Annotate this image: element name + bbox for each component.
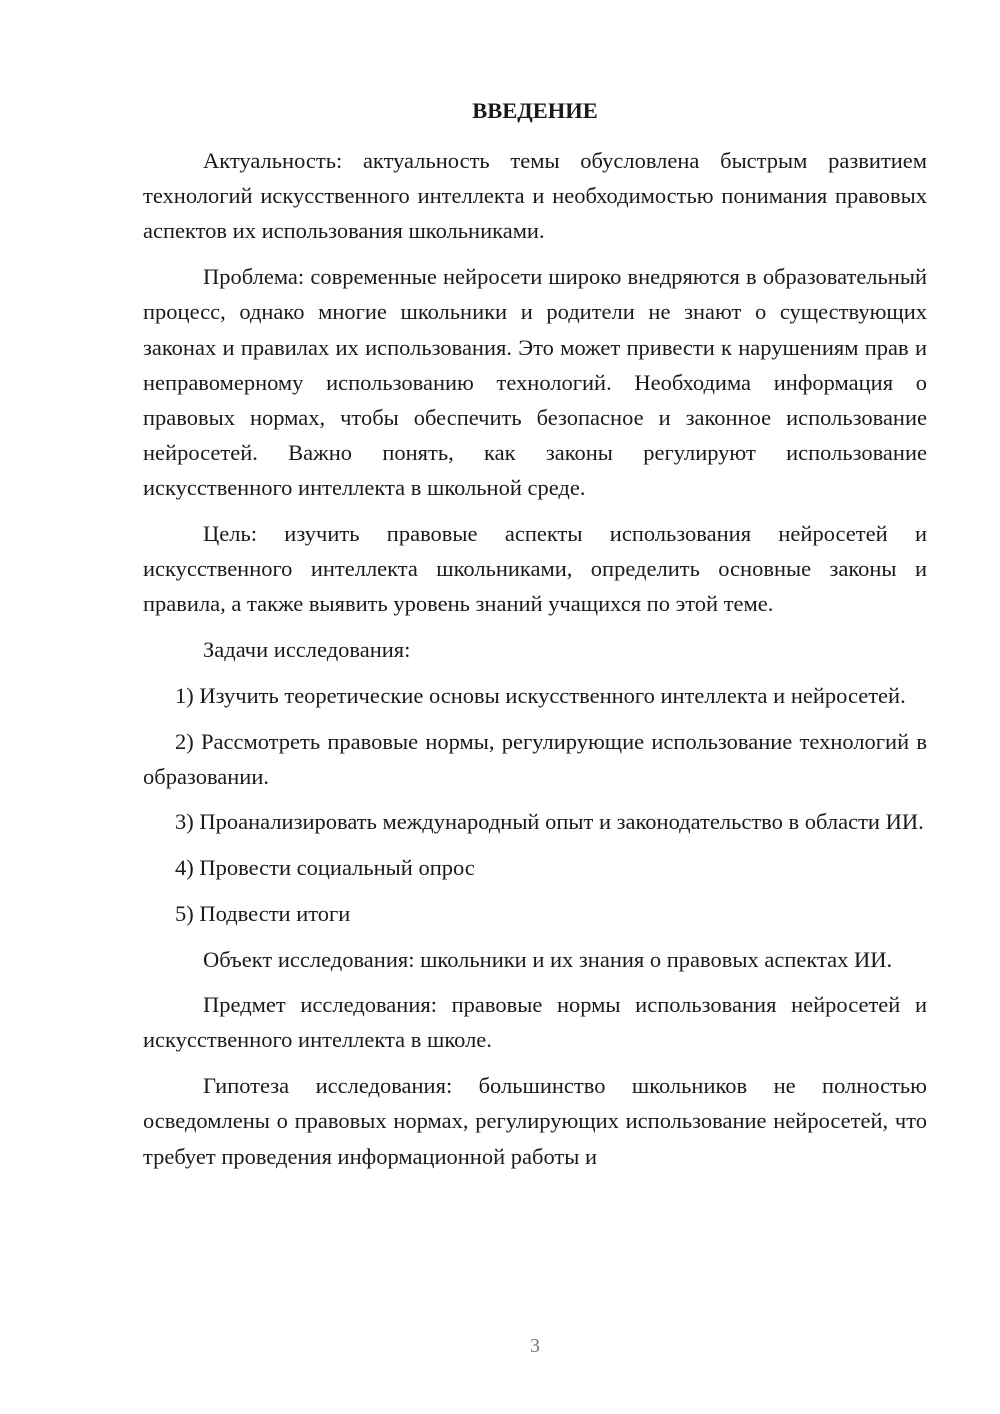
paragraph-problem: Проблема: современные нейросети широко внедряются в образовательный процесс, однако многие школьники и родители не знают о существующих законах и правилах их использования. Это может привести к нарушениям прав и неправомерному использованию технологий. Необходима информация о правовых нормах, чтобы обеспечить безопасное и законное использование нейросетей. Важно понять, как законы регулируют использование искусственного интеллекта в школьной среде. (143, 264, 927, 501)
task-item-3: 3) Проанализировать международный опыт и законодательство в области ИИ. (175, 809, 924, 835)
page-number: 3 (530, 1335, 540, 1357)
section-title: ВВЕДЕНИЕ (472, 98, 598, 123)
document-page (143, 0, 927, 1414)
task-item-1: 1) Изучить теоретические основы искусственного интеллекта и нейросетей. (175, 682, 906, 708)
document-body (143, 143, 927, 1174)
paragraph-hypothesis: Гипотеза исследования: большинство школьников не полностью осведомлены о правовых нормах, регулирующих использование нейросетей, что требует проведения информационной работы и (143, 1073, 927, 1169)
task-item-5: 5) Подвести итоги (175, 900, 351, 926)
task-item-2: 2) Рассмотреть правовые нормы, регулирующие использование технологий в образовании. (143, 728, 927, 789)
paragraph-tasks-heading: Задачи исследования: (203, 637, 411, 663)
paragraph-goal: Цель: изучить правовые аспекты использования нейросетей и искусственного интеллекта школьниками, определить основные законы и правила, а также выявить уровень знаний учащихся по этой теме. (143, 521, 927, 617)
paragraph-object: Объект исследования: школьники и их знания о правовых аспектах ИИ. (203, 946, 893, 972)
paragraph-subject: Предмет исследования: правовые нормы использования нейросетей и искусственного интеллекта в школе. (143, 992, 927, 1053)
paragraph-relevance: Актуальность: актуальность темы обусловлена быстрым развитием технологий искусственного интеллекта и необходимостью понимания правовых аспектов их использования школьниками. (143, 148, 927, 244)
task-item-4: 4) Провести социальный опрос (175, 855, 475, 881)
